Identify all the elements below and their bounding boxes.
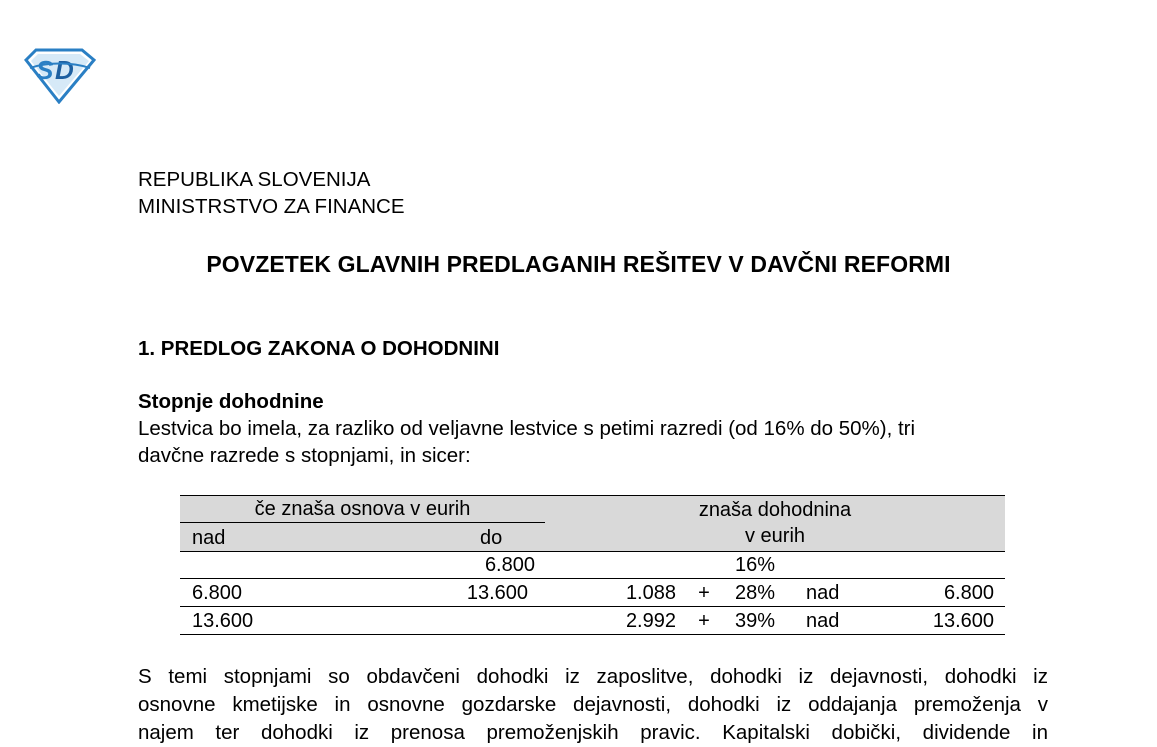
cell-rate: 28%: [734, 582, 776, 604]
cell-nad: 6.800: [192, 582, 243, 604]
table-row-rule: [180, 606, 1005, 607]
cell-do: 13.600: [466, 582, 528, 604]
header-col-nad: nad: [192, 527, 226, 549]
table-bottom-rule: [180, 634, 1005, 635]
document-title: POVZETEK GLAVNIH PREDLAGANIH REŠITEV V DAVČNI REFORMI: [206, 251, 951, 277]
header-tax-unit: v eurih: [744, 525, 806, 547]
table-header-bottom-rule: [180, 551, 1005, 552]
table-top-rule: [180, 495, 1005, 496]
cell-plus: +: [698, 582, 710, 604]
header-col-do: do: [480, 527, 503, 549]
table-row-rule: [180, 578, 1005, 579]
sd-logo-icon: [22, 46, 96, 104]
paragraph-line: S temi stopnjami so obdavčeni dohodki iz zaposlitve, dohodki iz dejavnosti, dohodki iz: [138, 665, 1048, 688]
svg-text:S: S: [36, 55, 54, 85]
cell-nad-label: nad: [806, 582, 840, 604]
header-ministry: MINISTRSTVO ZA FINANCE: [138, 195, 405, 218]
cell-rate: 16%: [734, 554, 776, 576]
paragraph-rates-intro: [138, 415, 1028, 469]
cell-threshold: 6.800: [943, 582, 994, 604]
cell-nad-label: nad: [806, 610, 840, 632]
cell-rate: 39%: [734, 610, 776, 632]
section-heading: 1. PREDLOG ZAKONA O DOHODNINI: [138, 337, 500, 360]
subheading: Stopnje dohodnine: [138, 390, 324, 413]
cell-do: 6.800: [484, 554, 535, 576]
paragraph-line: davčne razrede s stopnjami, in sicer:: [138, 444, 471, 467]
cell-plus: +: [698, 610, 710, 632]
header-republic: REPUBLIKA SLOVENIJA: [138, 168, 371, 191]
cell-threshold: 13.600: [932, 610, 994, 632]
header-tax-label: znaša dohodnina: [698, 499, 852, 521]
cell-nad: 13.600: [192, 610, 254, 632]
cell-base-tax: 1.088: [625, 582, 676, 604]
tax-rate-table: [180, 495, 1005, 636]
paragraph-taxed-income: [138, 663, 1048, 747]
table-header-rule: [180, 522, 545, 523]
svg-text:D: D: [55, 55, 74, 85]
cell-base-tax: 2.992: [625, 610, 676, 632]
document-header: [138, 166, 405, 220]
header-base-label: če znaša osnova v eurih: [254, 498, 471, 520]
paragraph-line: Lestvica bo imela, za razliko od veljavne lestvice s petimi razredi (od 16% do 50%), tri: [138, 417, 916, 440]
paragraph-line: najem ter dohodki iz prenosa premoženjskih pravic. Kapitalski dobički, dividende in: [138, 721, 1048, 744]
paragraph-line: osnovne kmetijske in osnovne gozdarske dejavnosti, dohodki iz oddajanja premoženja v: [138, 693, 1048, 716]
